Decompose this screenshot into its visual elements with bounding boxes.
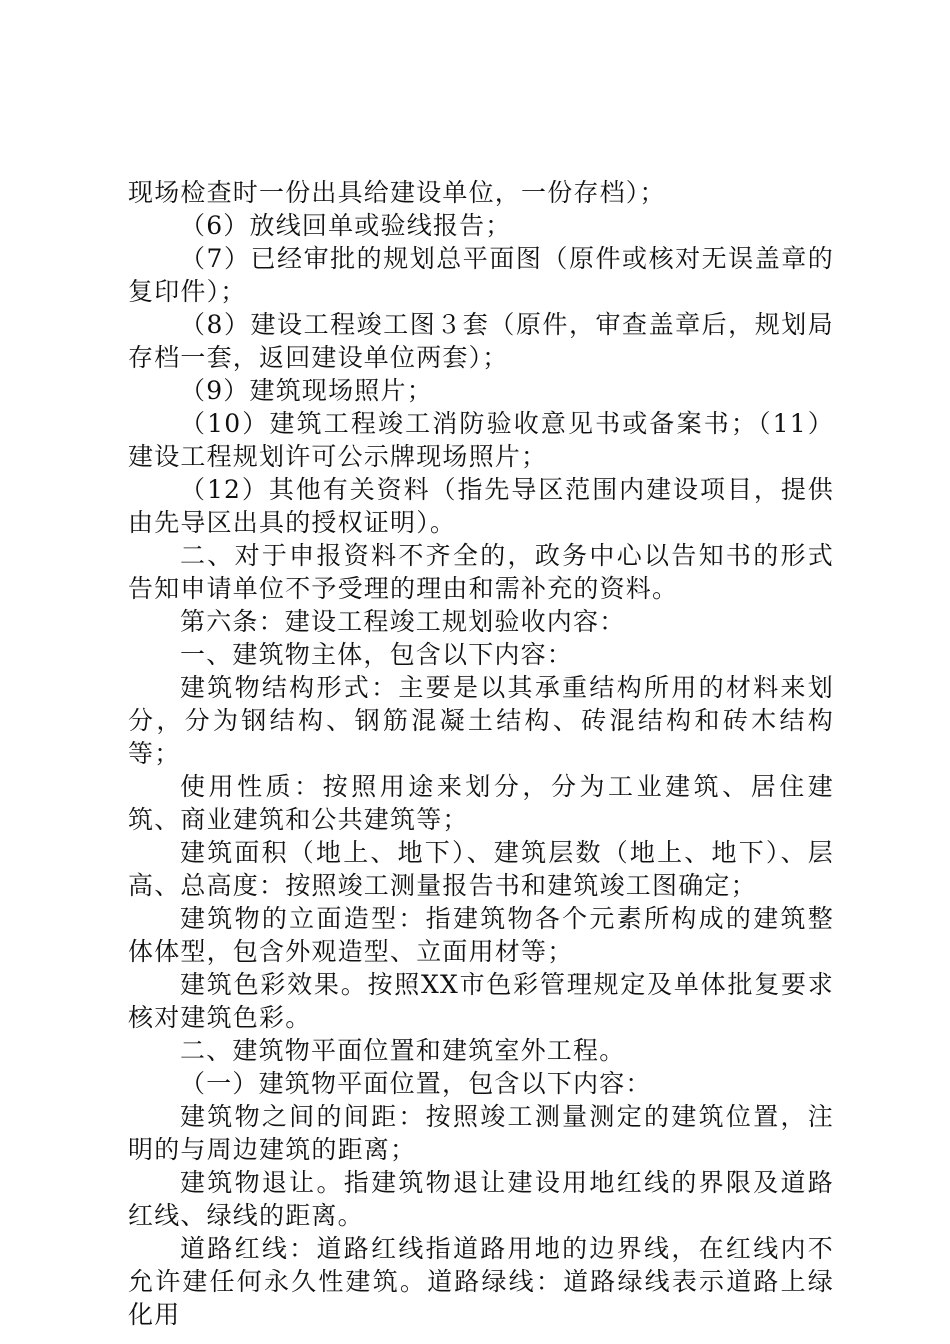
paragraph-5: （10）建筑工程竣工消防验收意见书或备案书；（11）建设工程规划许可公示牌现场照片；: [128, 409, 834, 471]
paragraph-10: 建筑物结构形式：主要是以其承重结构所用的材料来划分，分为钢结构、钢筋混凝土结构、砖混结构和砖木结构等；: [128, 673, 834, 768]
paragraph-9: 一、建筑物主体，包含以下内容：: [180, 640, 574, 669]
paragraph-15: 二、建筑物平面位置和建筑室外工程。: [180, 1036, 626, 1065]
paragraph-12: 建筑面积（地上、地下）、建筑层数（地上、地下）、层高、总高度：按照竣工测量报告书和建筑竣工图确定；: [128, 838, 834, 900]
paragraph-2: （7）已经审批的规划总平面图（原件或核对无误盖章的复印件）；: [128, 244, 834, 306]
paragraph-7: 二、对于申报资料不齐全的，政务中心以告知书的形式告知申请单位不予受理的理由和需补充的资料。: [128, 541, 834, 603]
paragraph-3: （8）建设工程竣工图３套（原件，审查盖章后，规划局存档一套，返回建设单位两套）；: [128, 310, 834, 372]
document-body: [128, 176, 834, 1331]
paragraph-11: 使用性质：按照用途来划分，分为工业建筑、居住建筑、商业建筑和公共建筑等；: [128, 772, 834, 834]
paragraph-19: 道路红线：道路红线指道路用地的边界线，在红线内不允许建任何永久性建筑。道路绿线：道路绿线表示道路上绿化用: [128, 1234, 834, 1329]
paragraph-8: 第六条：建设工程竣工规划验收内容：: [180, 607, 626, 636]
paragraph-14: 建筑色彩效果。按照XX市色彩管理规定及单体批复要求核对建筑色彩。: [128, 970, 834, 1032]
paragraph-18: 建筑物退让。指建筑物退让建设用地红线的界限及道路红线、绿线的距离。: [128, 1168, 834, 1230]
paragraph-17: 建筑物之间的间距：按照竣工测量测定的建筑位置，注明的与周边建筑的距离；: [128, 1102, 834, 1164]
paragraph-13: 建筑物的立面造型：指建筑物各个元素所构成的建筑整体体型，包含外观造型、立面用材等；: [128, 904, 834, 966]
paragraph-1: （6）放线回单或验线报告；: [180, 211, 512, 240]
paragraph-0: 现场检查时一份出具给建设单位，一份存档）；: [128, 178, 666, 207]
paragraph-6: （12）其他有关资料（指先导区范围内建设项目，提供由先导区出具的授权证明）。: [128, 475, 834, 537]
paragraph-4: （9）建筑现场照片；: [180, 376, 433, 405]
paragraph-16: （一）建筑物平面位置，包含以下内容：: [180, 1069, 652, 1098]
